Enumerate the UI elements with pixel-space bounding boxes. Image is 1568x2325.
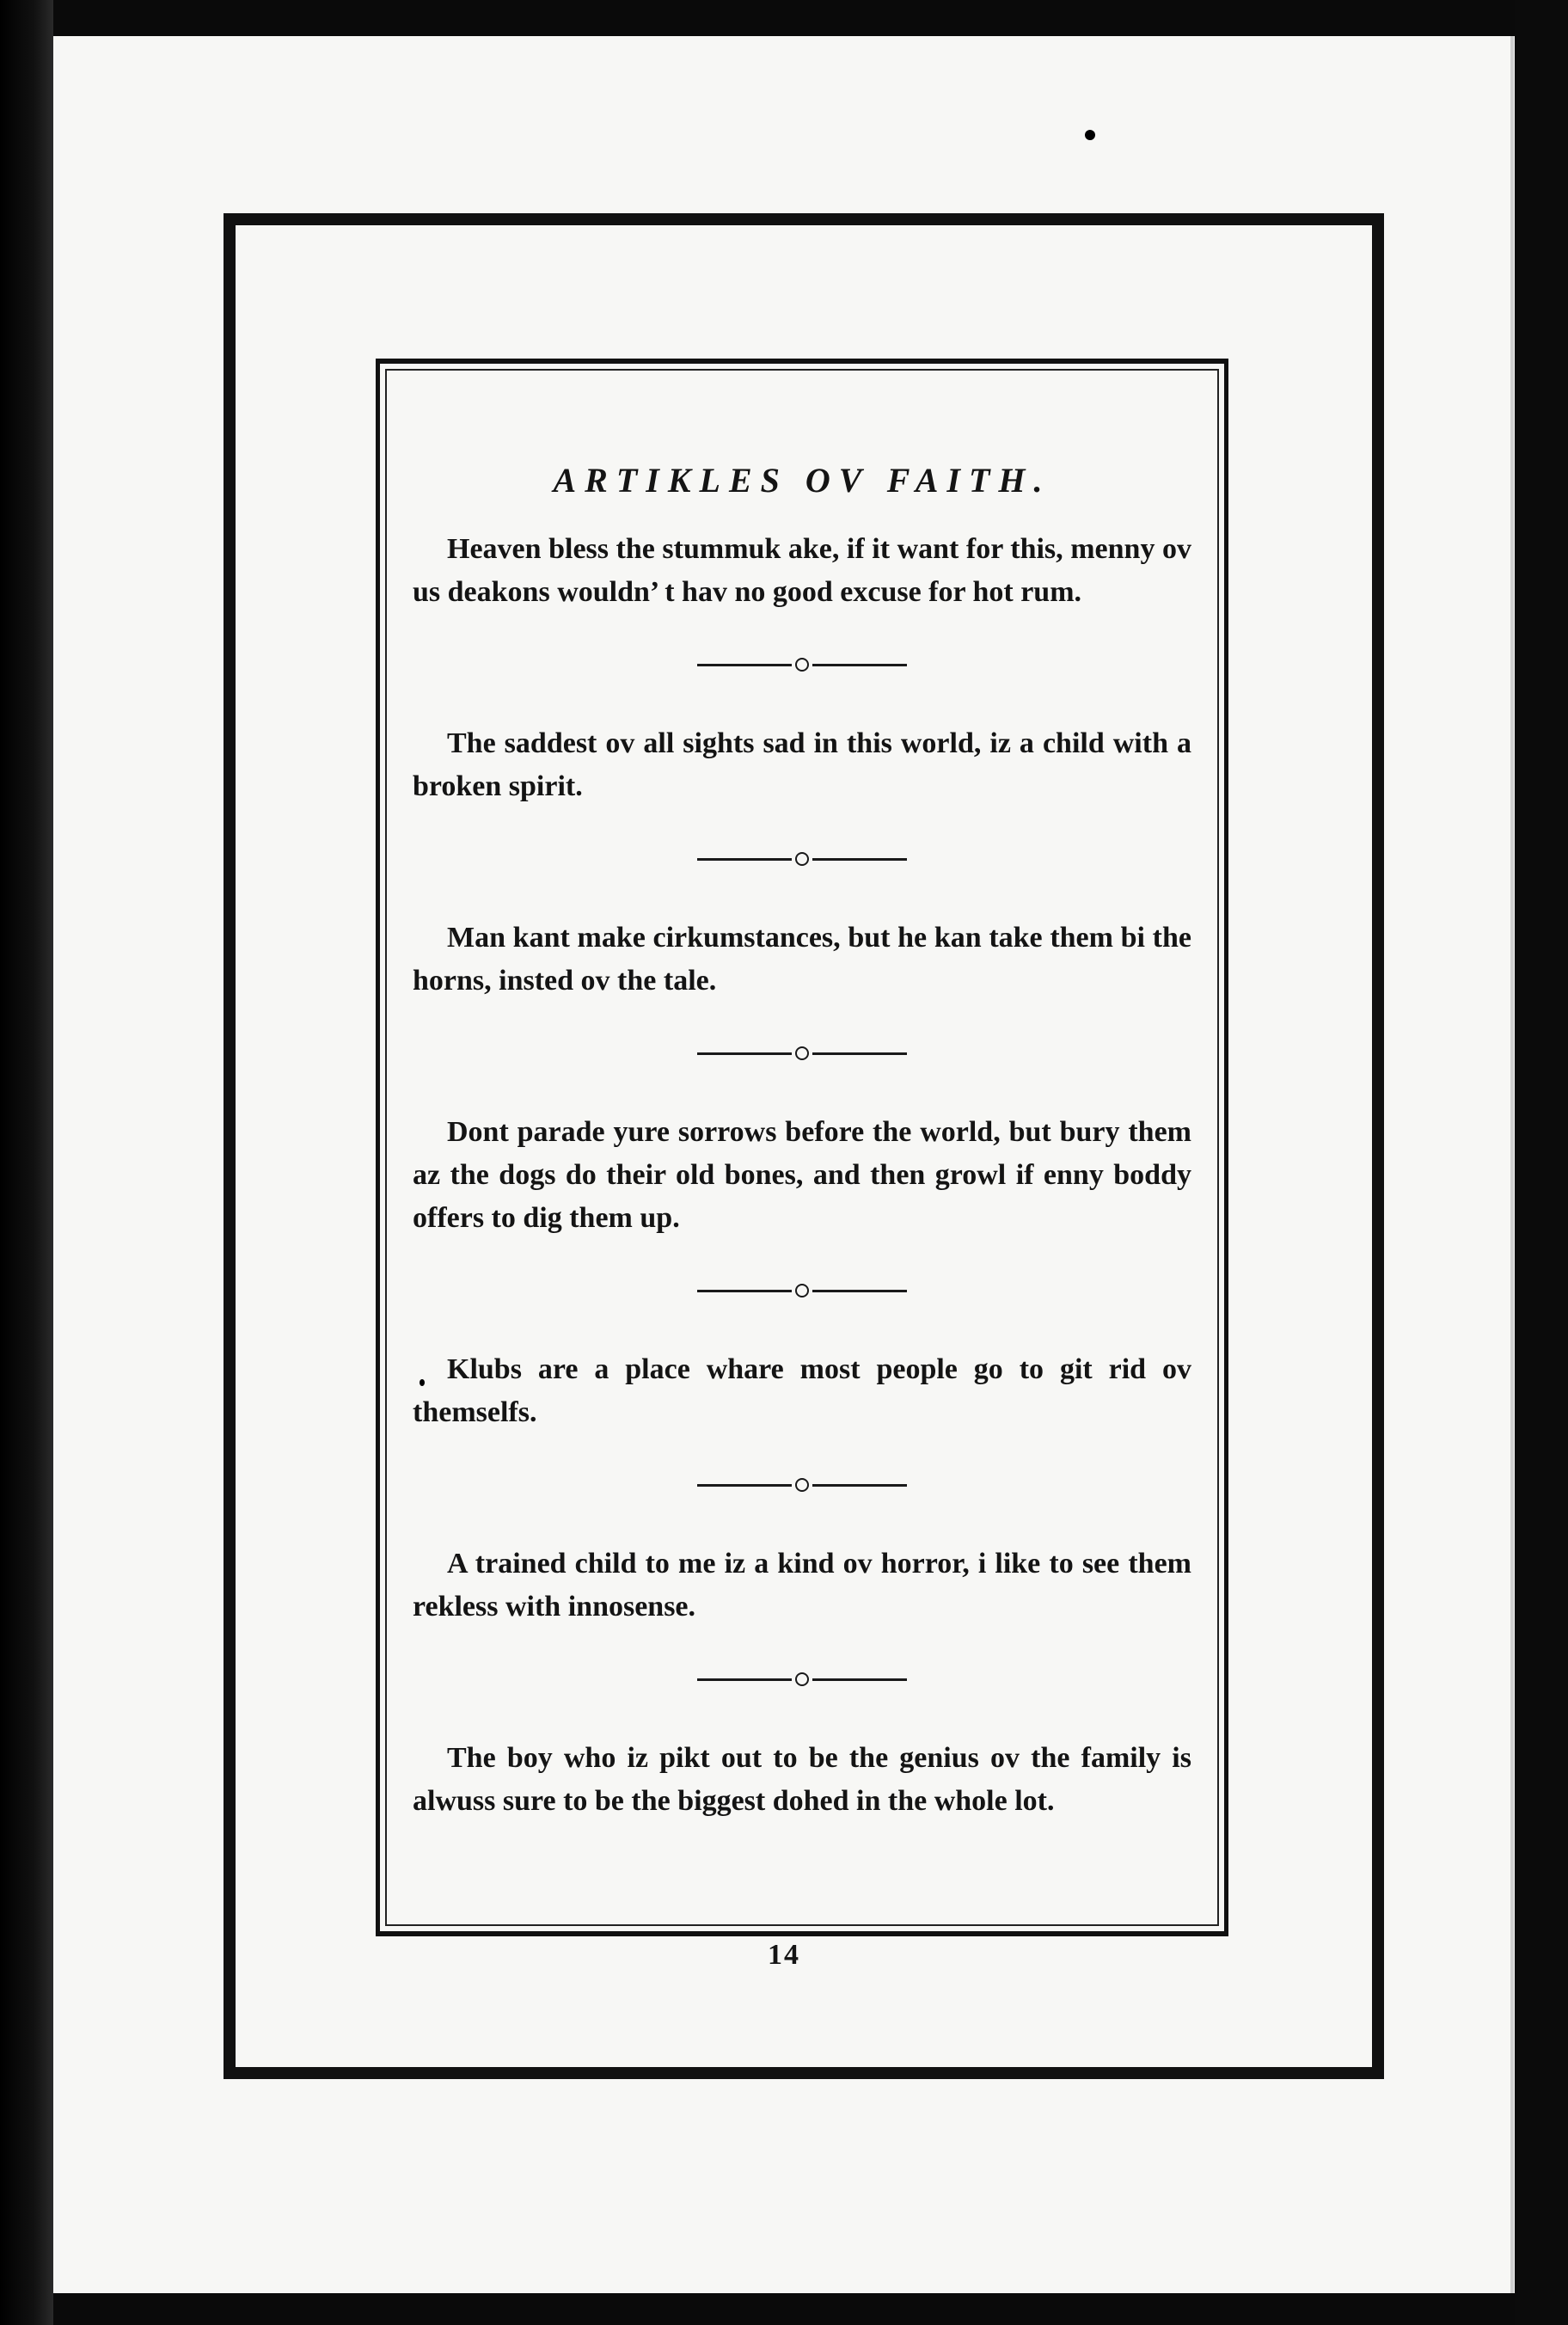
ornament-separator	[413, 827, 1191, 891]
scan-left-edge	[0, 0, 53, 2325]
ornament-separator	[413, 1021, 1191, 1085]
scan-right-edge	[1515, 0, 1568, 2325]
paragraph: The saddest ov all sights sad in this world, iz a child with a broken spirit.	[413, 727, 1191, 802]
paragraph: The boy who iz pikt out to be the genius ov the family is alwuss sure to be the biggest dohed in the whole lot.	[413, 1742, 1191, 1817]
separator-rule	[812, 1290, 907, 1292]
ink-speck	[1085, 130, 1095, 140]
separator-rule	[812, 1052, 907, 1055]
separator-rule	[697, 1484, 792, 1487]
separator-ring	[795, 1478, 809, 1492]
separator-rule	[812, 858, 907, 861]
separator-ring	[795, 1284, 809, 1297]
page-content	[413, 456, 1191, 1823]
separator-ring	[795, 1672, 809, 1686]
paragraph: Klubs are a place whare most people go to git rid ov themselfs.	[413, 1353, 1191, 1428]
separator-ring	[795, 852, 809, 866]
separator-rule	[697, 1678, 792, 1681]
separator-rule	[697, 858, 792, 861]
separator-rule	[697, 1052, 792, 1055]
separator-rule	[697, 664, 792, 666]
ornament-separator	[413, 633, 1191, 696]
ornament-separator	[413, 1647, 1191, 1711]
paragraph: Dont parade yure sorrows before the world, but bury them az the dogs do their old bones, and then growl if enny boddy offers to dig them up.	[413, 1116, 1191, 1234]
separator-rule	[812, 1678, 907, 1681]
separator-ring	[795, 1046, 809, 1060]
ornament-separator	[413, 1453, 1191, 1517]
paragraph: Heaven bless the stummuk ake, if it want for this, menny ov us deakons wouldn’ t hav no good excuse for hot rum.	[413, 533, 1191, 608]
page-number: 14	[768, 1939, 800, 1971]
paragraph: A trained child to me iz a kind ov horror, i like to see them rekless with innosense.	[413, 1548, 1191, 1623]
separator-rule	[812, 664, 907, 666]
separator-rule	[812, 1484, 907, 1487]
page-title: ARTIKLES OV FAITH.	[553, 461, 1051, 500]
paragraph: Man kant make cirkumstances, but he kan take them bi the horns, insted ov the tale.	[413, 922, 1191, 997]
ornament-separator	[413, 1259, 1191, 1322]
separator-rule	[697, 1290, 792, 1292]
separator-ring	[795, 658, 809, 672]
